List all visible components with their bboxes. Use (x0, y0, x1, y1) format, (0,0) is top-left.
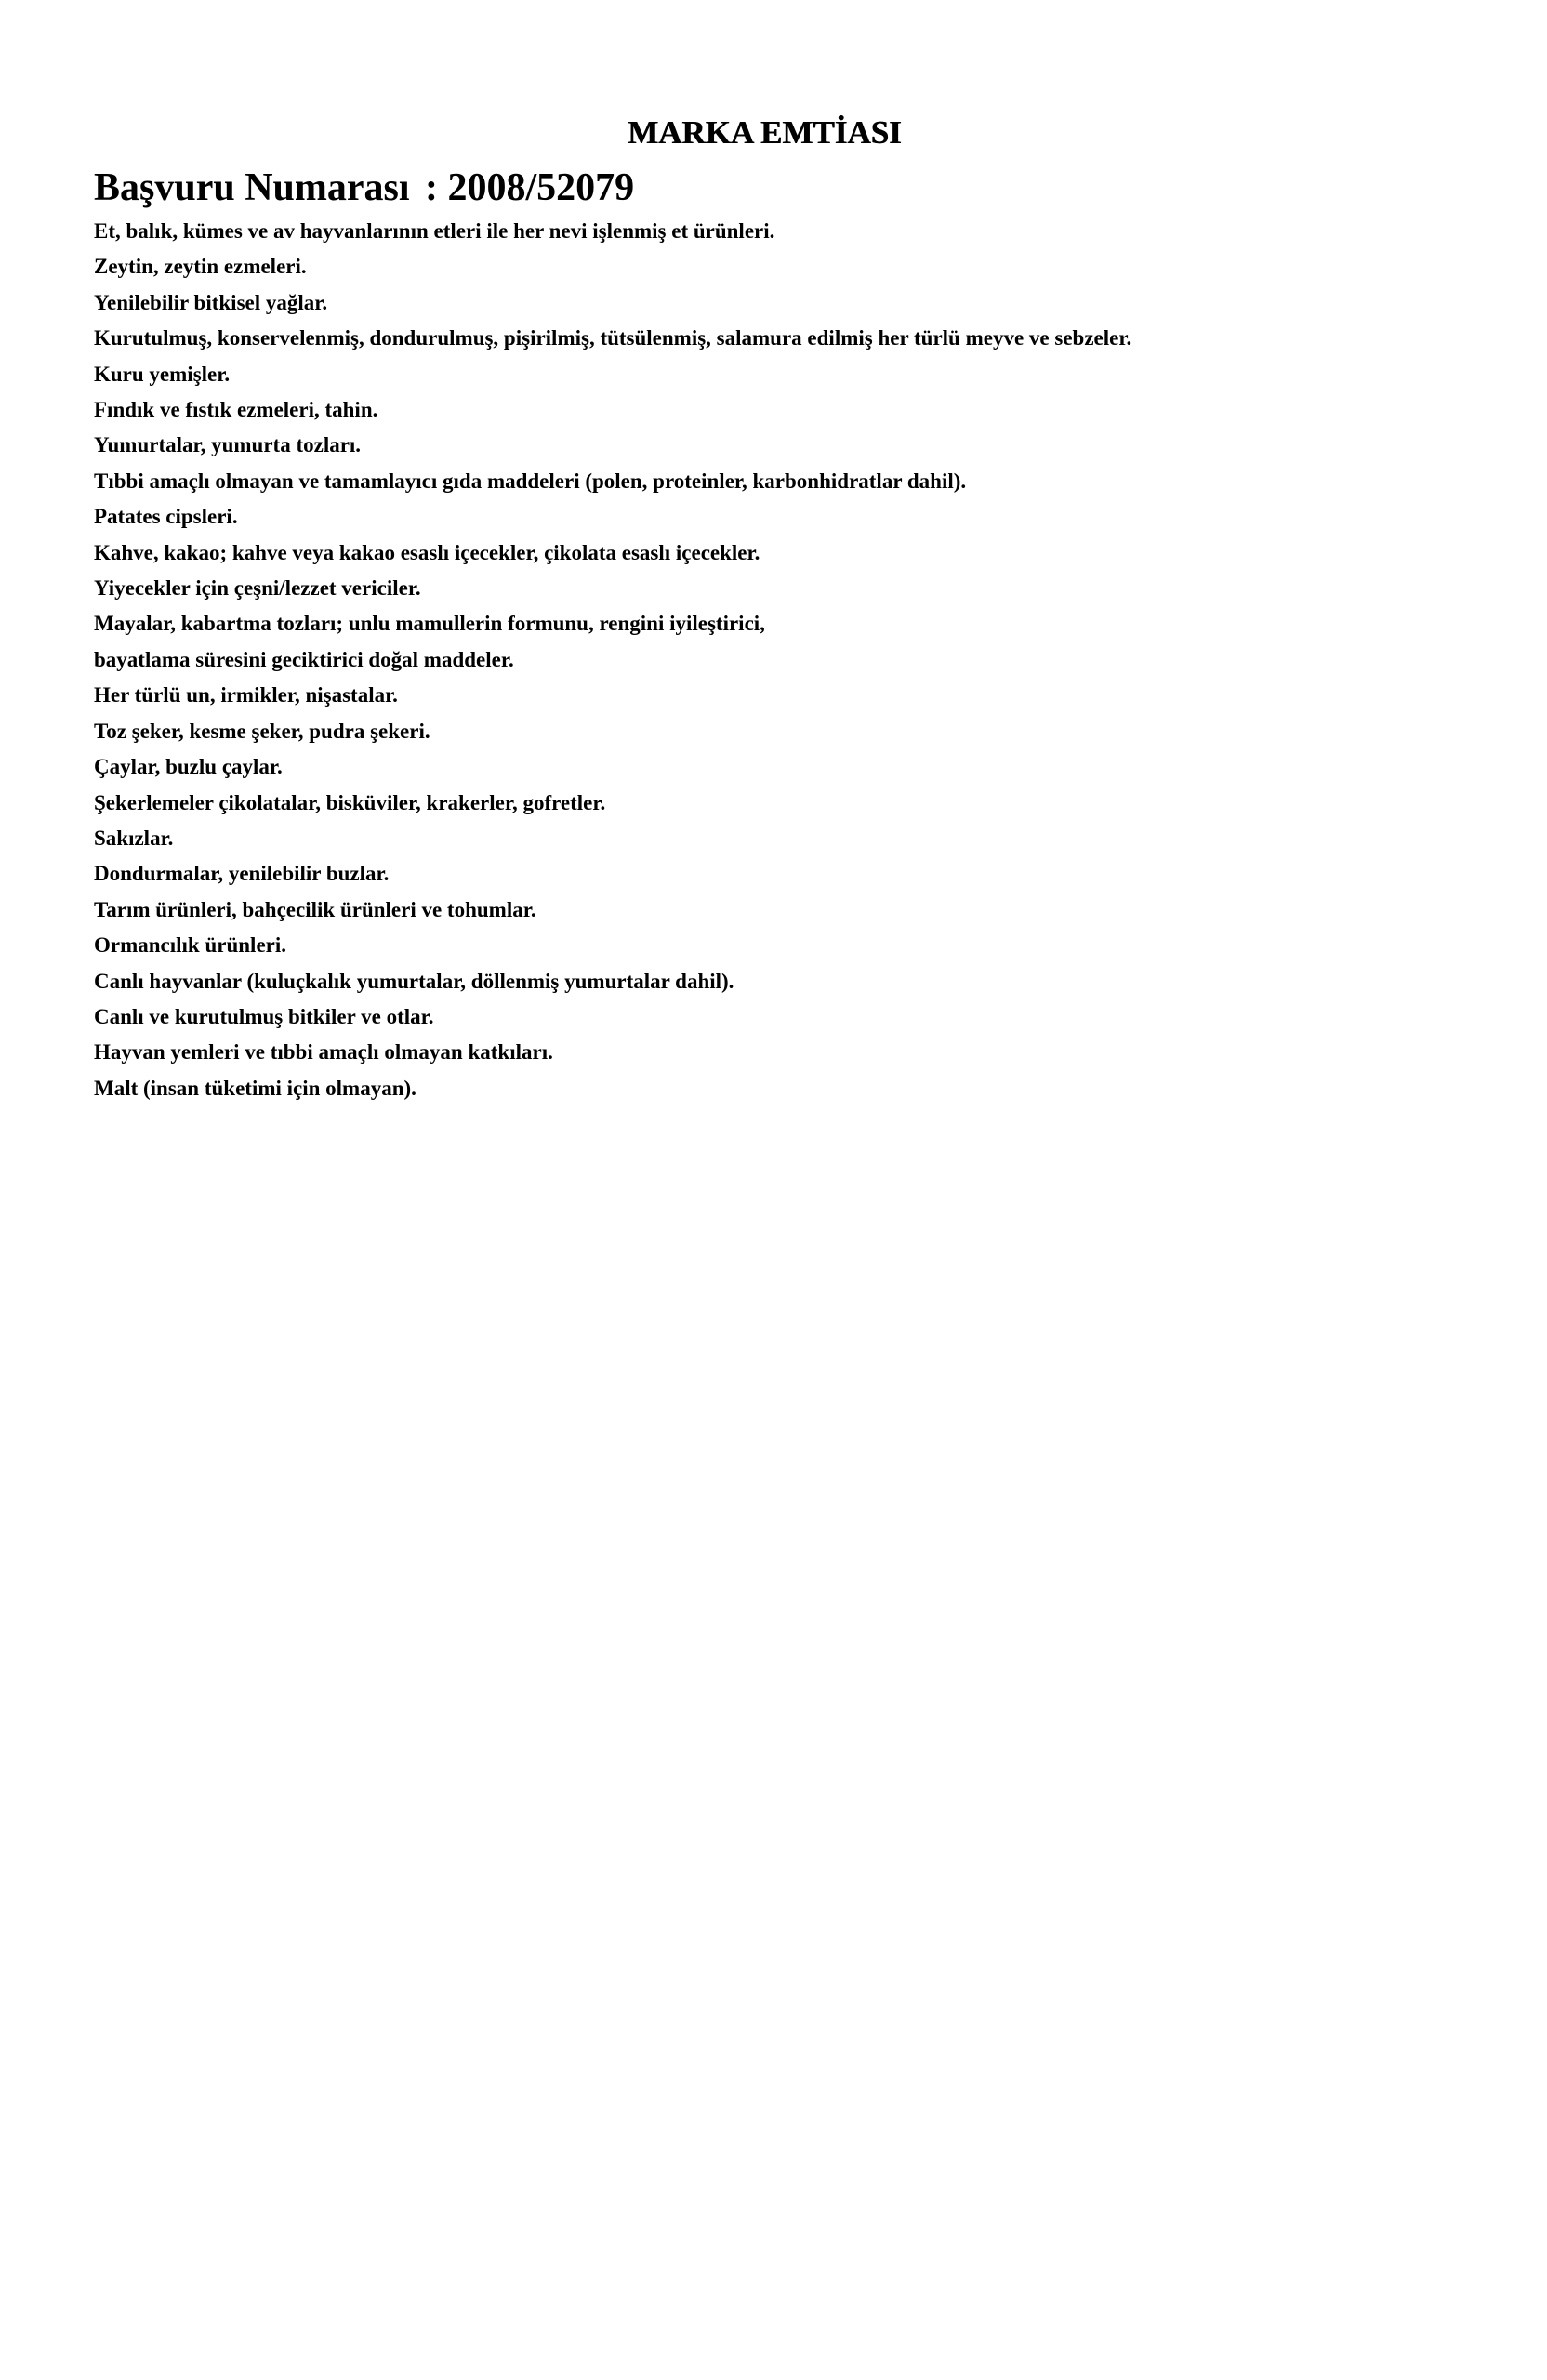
goods-item: Patates cipsleri. (94, 505, 238, 529)
goods-item: Et, balık, kümes ve av hayvanlarının etleri ile her nevi işlenmiş et ürünleri. (94, 219, 775, 243)
goods-item: Fındık ve fıstık ezmeleri, tahin. (94, 398, 378, 422)
goods-item: Sakızlar. (94, 826, 174, 850)
application-number-value: : 2008/52079 (425, 166, 635, 209)
goods-item: Her türlü un, irmikler, nişastalar. (94, 683, 398, 707)
goods-item: Kurutulmuş, konservelenmiş, dondurulmuş, pişirilmiş, tütsülenmiş, salamura edilmiş her türlü meyve ve sebzeler. (94, 326, 1132, 350)
document-title: MARKA EMTİASI (628, 114, 902, 151)
goods-item: bayatlama süresini geciktirici doğal maddeler. (94, 647, 514, 671)
goods-item: Mayalar, kabartma tozları; unlu mamullerin formunu, rengini iyileştirici, (94, 612, 765, 636)
goods-item: Malt (insan tüketimi için olmayan). (94, 1076, 416, 1100)
goods-item: Şekerlemeler çikolatalar, bisküviler, krakerler, gofretler. (94, 790, 606, 814)
goods-item: Canlı ve kurutulmuş bitkiler ve otlar. (94, 1004, 434, 1028)
goods-item: Zeytin, zeytin ezmeleri. (94, 255, 307, 279)
goods-item: Canlı hayvanlar (kuluçkalık yumurtalar, döllenmiş yumurtalar dahil). (94, 969, 734, 993)
goods-item: Hayvan yemleri ve tıbbi amaçlı olmayan katkıları. (94, 1040, 553, 1064)
goods-item: Tıbbi amaçlı olmayan ve tamamlayıcı gıda maddeleri (polen, proteinler, karbonhidratlar dahil). (94, 469, 967, 493)
goods-item: Ormancılık ürünleri. (94, 933, 286, 958)
goods-item: Yenilebilir bitkisel yağlar. (94, 290, 328, 314)
goods-item: Kahve, kakao; kahve veya kakao esaslı içecekler, çikolata esaslı içecekler. (94, 540, 760, 564)
goods-item: Yiyecekler için çeşni/lezzet vericiler. (94, 576, 421, 601)
goods-item: Kuru yemişler. (94, 362, 231, 386)
application-number-label: Başvuru Numarası (94, 166, 410, 209)
application-number-row (94, 164, 634, 212)
goods-item: Yumurtalar, yumurta tozları. (94, 433, 362, 457)
goods-item: Tarım ürünleri, bahçecilik ürünleri ve tohumlar. (94, 897, 536, 921)
goods-item: Çaylar, buzlu çaylar. (94, 755, 283, 779)
goods-item: Dondurmalar, yenilebilir buzlar. (94, 862, 390, 886)
goods-item: Toz şeker, kesme şeker, pudra şekeri. (94, 719, 430, 743)
goods-list (94, 214, 1131, 1106)
